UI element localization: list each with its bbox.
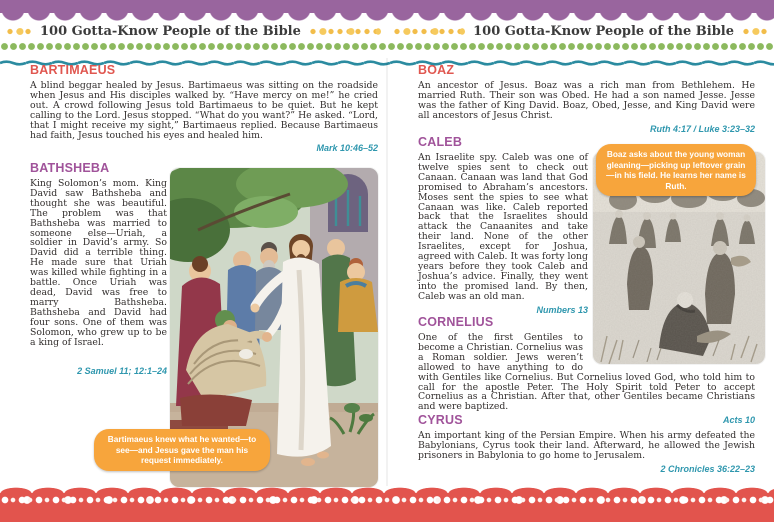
- teal-wavy-rule: [0, 51, 774, 57]
- running-head-left: [0, 22, 387, 40]
- entry-text: King Solomon’s mom. King David saw Bathsheba and thought she was beautiful. The problem was that Bathsheba was married to someone else—Uriah, a soldier in David’s army. So David did a terrible thing. He made sure that Uriah was killed while fighting in a battle. Once Uriah was dead, David was free to marry Bathsheba. Bathsheba and David had four sons. One of them was Solomon, who grew up to be a king of Israel.: [30, 178, 167, 348]
- scripture-reference: 2 Chronicles 36:22–23: [660, 463, 755, 474]
- entry-caleb: [418, 136, 588, 315]
- entry-heading: CYRUS: [418, 413, 463, 427]
- scripture-reference: Ruth 4:17 / Luke 3:23–32: [649, 123, 755, 134]
- yellow-bead-ornament: [742, 28, 768, 35]
- yellow-bead-ornament: [309, 28, 381, 35]
- entry-heading: BOAZ: [418, 63, 455, 77]
- green-dotted-rule: [0, 42, 774, 51]
- book-title: 100 Gotta-Know People of the Bible: [40, 23, 301, 39]
- entry-cornelius: [418, 316, 755, 425]
- entry-text: An important king of the Persian Empire. When his army defeated the Babylonians, Cyrus took their land. Afterward, he allowed the Jewish prisoners in Babylonia to go home to Jerusalem.: [418, 430, 755, 461]
- entry-heading: BARTIMAEUS: [30, 63, 116, 77]
- entry-text: A blind beggar healed by Jesus. Bartimaeus was sitting on the roadside when Jesus and His disciples walked by. “Have mercy on me!” he cried out. A crowd following Jesus told Bartimaeus to be quiet. But he kept calling to the Lord. Jesus stopped. “What do you want?” He asked. “Lord, that I might receive my sight,” Bartimaeus replied. Because Bartimaeus had faith, Jesus touched his eyes and healed him.: [30, 80, 378, 141]
- top-purple-band: [0, 0, 774, 13]
- bottom-red-band: [0, 493, 774, 522]
- entry-cyrus: [418, 414, 755, 474]
- text-wrap-spacer: [583, 333, 755, 364]
- yellow-bead-ornament: [393, 28, 465, 35]
- entry-heading: CORNELIUS: [418, 315, 494, 329]
- entry-text: One of the first Gentiles to become a Christian. Cornelius was a Roman soldier. Jews weren’t allowed to have anything to do with Gentiles like Cornelius. But Cornelius loved God, who told him to call for the apostle Peter. The Holy Spirit told Peter to accept Cornelius as a Christian. After that, other Gentiles became Christians and were baptized.: [418, 332, 755, 413]
- scripture-reference: Acts 10: [722, 415, 755, 426]
- top-scallop-border: [0, 13, 774, 22]
- scripture-reference: Numbers 13: [536, 304, 588, 315]
- book-title: 100 Gotta-Know People of the Bible: [473, 23, 734, 39]
- scripture-reference: 2 Samuel 11; 12:1–24: [77, 366, 167, 376]
- entry-heading: BATHSHEBA: [30, 161, 110, 175]
- white-dotted-rule: [0, 496, 774, 504]
- entry-text-wrap: [418, 333, 755, 412]
- yellow-bead-ornament: [6, 28, 32, 35]
- entry-text: An Israelite spy. Caleb was one of twelve spies sent to check out Canaan. Canaan was land that God promised to Abraham’s ancestors. Moses sent the spies to see what Canaan was like. Caleb reported back that the Israelites should attack the Canaanites and take their land. None of the other Israelites, except for Joshua, agreed with Caleb. It was forty long years before they took Caleb and Joshua’s advice. Finally, they went into the promised land. By then, Caleb was an old man.: [418, 152, 588, 302]
- caption-bubble-boaz: Boaz asks about the young woman gleaning—picking up leftover grain—in his field. He learns her name is Ruth.: [596, 144, 756, 196]
- entry-boaz: [418, 64, 755, 134]
- caption-bubble-bartimaeus: Bartimaeus knew what he wanted—to see—and Jesus gave the man his request immediately.: [94, 429, 270, 471]
- entry-bartimaeus: [30, 64, 378, 153]
- running-head-right: [387, 22, 774, 40]
- entry-heading: CALEB: [418, 135, 463, 149]
- page-gutter: [386, 58, 388, 486]
- entry-bathsheba: [30, 162, 167, 376]
- scripture-reference: Mark 10:46–52: [316, 143, 378, 154]
- entry-text: An ancestor of Jesus. Boaz was a rich man from Bethlehem. He married Ruth. Their son was Obed. He had a son named Jesse. Jesse was the father of King David. Boaz, Obed, Jesse, and King David were all ancestors of Jesus Christ.: [418, 80, 755, 121]
